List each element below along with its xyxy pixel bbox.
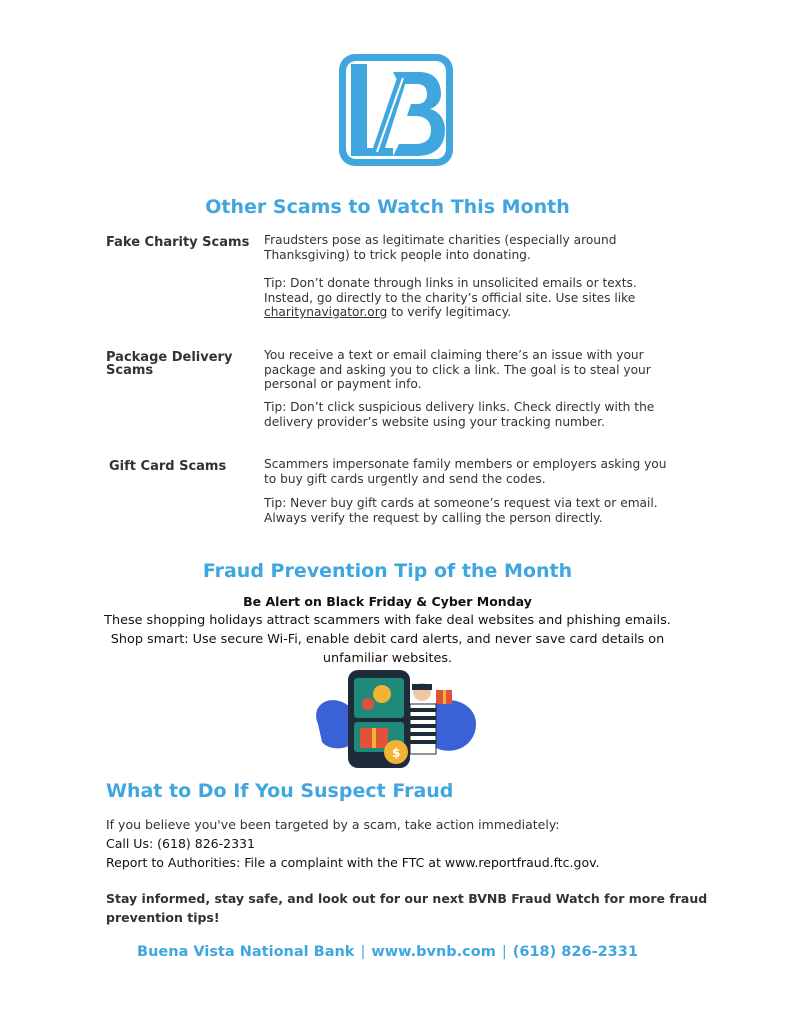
footer-website[interactable]: www.bvnb.com xyxy=(371,944,496,960)
scam-desc-charity: Fraudsters pose as legitimate charities (especially around Thanksgiving) to trick people into donating. xyxy=(264,233,617,262)
tip-section-title: Fraud Prevention Tip of the Month xyxy=(202,560,573,582)
footer xyxy=(0,944,775,960)
svg-text:$: $ xyxy=(392,746,401,760)
footer-bank-name: Buena Vista National Bank xyxy=(137,944,355,960)
scams-section-title: Other Scams to Watch This Month xyxy=(205,196,570,218)
closing-message: Stay informed, stay safe, and look out for our next BVNB Fraud Watch for more fraud prevention tips! xyxy=(106,891,708,925)
phone-thief-illustration xyxy=(310,668,480,770)
scam-desc-package: You receive a text or email claiming there’s an issue with your package and asking you to click a link. The goal is to steal your personal or payment info. xyxy=(264,348,651,391)
coin-icon xyxy=(373,685,391,703)
tip-subtitle: Be Alert on Black Friday & Cyber Monday xyxy=(243,594,532,609)
scam-tip-charity: Tip: Don’t donate through links in unsolicited emails or texts. Instead, go directly to the charity’s official site. Use sites like charitynavigator.org to verify legitimacy. xyxy=(264,276,637,319)
charitynavigator-link[interactable]: charitynavigator.org xyxy=(264,305,388,319)
scam-tip-giftcard: Tip: Never buy gift cards at someone’s request via text or email. Always verify the request by calling the person directly. xyxy=(264,496,658,525)
footer-separator: | xyxy=(501,944,507,960)
scam-label-package: Package Delivery Scams xyxy=(106,350,233,378)
bvnb-logo xyxy=(337,52,455,168)
tip-body: These shopping holidays attract scammers with fake deal websites and phishing emails. Shop smart: Use secure Wi-Fi, enable debit card alerts, and never save card details on unfamiliar websites. xyxy=(104,613,671,666)
scam-label-giftcard: Gift Card Scams xyxy=(109,459,227,474)
footer-phone[interactable]: (618) 826-2331 xyxy=(512,944,638,960)
footer-separator: | xyxy=(360,944,366,960)
scam-label-charity: Fake Charity Scams xyxy=(106,235,250,250)
fraud-body: If you believe you've been targeted by a scam, take action immediately: Call Us: (618) 826-2331 Report to Authorities: File a complaint with the FTC at www.reportfraud.ftc.gov. xyxy=(106,817,600,870)
scam-tip-package: Tip: Don’t click suspicious delivery links. Check directly with the delivery provider’s website using your tracking number. xyxy=(264,400,655,429)
scam-desc-giftcard: Scammers impersonate family members or employers asking you to buy gift cards urgently and send the codes. xyxy=(264,457,667,486)
fraud-section-title: What to Do If You Suspect Fraud xyxy=(106,780,454,802)
